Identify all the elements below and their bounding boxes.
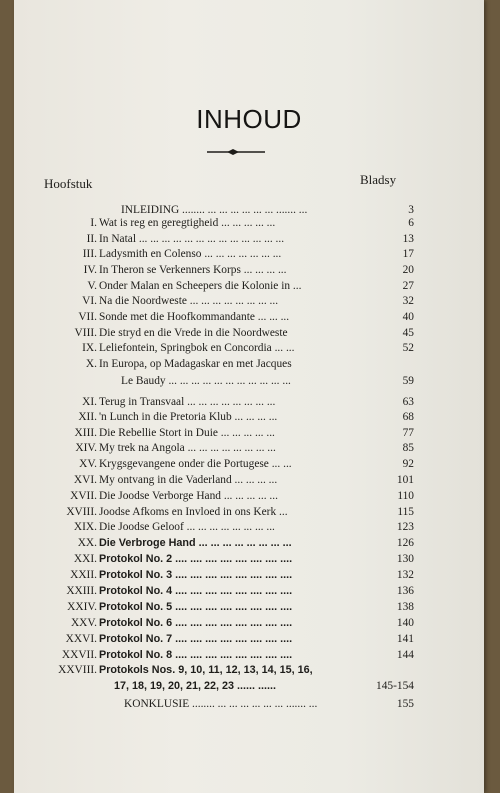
page-number: 6 — [408, 217, 414, 229]
chapter-title: Protokol No. 7 .... .... .... .... .... .... .... .... — [99, 633, 293, 645]
toc-entry — [14, 441, 484, 455]
page-number: 13 — [402, 233, 414, 245]
toc-entry — [14, 294, 484, 308]
page-number: 145-154 — [376, 680, 414, 692]
toc-entry — [14, 247, 484, 261]
chapter-title: Protokol No. 4 .... .... .... .... .... .... .... .... — [99, 585, 293, 597]
chapter-title: Die Verbroge Hand ... ... ... ... ... ... ... ... — [99, 537, 292, 549]
toc-entry — [14, 357, 484, 371]
toc-entry — [14, 341, 484, 355]
chapter-title: Leliefontein, Springbok en Concordia ... ... — [99, 342, 295, 354]
chapter-title: Joodse Afkoms en Invloed in ons Kerk ... — [99, 506, 288, 518]
page-number: 136 — [396, 585, 414, 597]
chapter-number: XX. — [77, 537, 97, 549]
chapter-title: My ontvang in die Vaderland ... ... ... ... — [99, 474, 278, 486]
chapter-title: Protokol No. 5 .... .... .... .... .... .... .... .... — [99, 601, 293, 613]
toc-entry — [14, 410, 484, 424]
chapter-number: VIII. — [74, 327, 97, 339]
page-number: 92 — [402, 458, 414, 470]
chapter-title: Le Baudy ... ... ... ... ... ... ... ... ... ... ... — [121, 375, 291, 387]
page-number: 77 — [402, 427, 414, 439]
chapter-title: In Theron se Verkenners Korps ... ... ... ... — [99, 264, 287, 276]
chapter-title: Terug in Transvaal ... ... ... ... ... ... ... ... — [99, 396, 276, 408]
page-number: 85 — [402, 442, 414, 454]
chapter-number: XXIII. — [66, 585, 97, 597]
toc-entry — [14, 310, 484, 324]
chapter-number: XIII. — [74, 427, 97, 439]
chapter-title: Die Rebellie Stort in Duie ... ... ... ... ... — [99, 427, 275, 439]
chapter-title: 'n Lunch in die Pretoria Klub ... ... ... ... — [99, 411, 278, 423]
page-number: 138 — [396, 601, 414, 613]
page-number: 115 — [397, 506, 414, 518]
chapter-number: XXV. — [70, 617, 97, 629]
chapter-number: IV. — [83, 264, 97, 276]
page-number: 68 — [402, 411, 414, 423]
toc-entry — [14, 374, 484, 388]
toc-entry — [14, 663, 484, 677]
toc-entry — [14, 426, 484, 440]
chapter-title: 17, 18, 19, 20, 21, 22, 23 ...... ...... — [114, 680, 277, 692]
chapter-number: VI. — [82, 295, 97, 307]
chapter-title: In Natal ... ... ... ... ... ... ... ... ... ... ... ... ... — [99, 233, 285, 245]
chapter-number: XI. — [82, 396, 97, 408]
chapter-title: Protokol No. 6 .... .... .... .... .... .... .... .... — [99, 617, 293, 629]
toc-entry — [14, 679, 484, 693]
chapter-title: Protokols Nos. 9, 10, 11, 12, 13, 14, 15, 16, — [99, 664, 313, 676]
page-number: 144 — [396, 649, 414, 661]
chapter-number: IX. — [82, 342, 97, 354]
chapter-number: XXVI. — [65, 633, 97, 645]
toc-entry — [14, 632, 484, 646]
book-page — [14, 0, 484, 793]
title-ornament-icon — [205, 147, 267, 157]
toc-entry — [14, 216, 484, 230]
chapter-number: XIX. — [73, 521, 97, 533]
chapter-number: XXVIII. — [58, 664, 97, 676]
toc-entry — [14, 616, 484, 630]
column-header-page: Bladsy — [360, 172, 397, 187]
chapter-number: XVI. — [73, 474, 97, 486]
page-number: 110 — [397, 490, 414, 502]
chapter-number: XXIV. — [67, 601, 97, 613]
chapter-number: XVII. — [70, 490, 97, 502]
chapter-title: Krygsgevangene onder die Portugese ... ... — [99, 458, 292, 470]
toc-entry — [14, 457, 484, 471]
chapter-title: Ladysmith en Colenso ... ... ... ... ... ... ... — [99, 248, 282, 260]
toc-entry — [14, 568, 484, 582]
chapter-number: XXII. — [70, 569, 97, 581]
toc-entry — [14, 326, 484, 340]
page-title: INHOUD — [196, 104, 302, 134]
page-number: 27 — [402, 280, 414, 292]
chapter-title: Sonde met die Hoofkommandante ... ... ... — [99, 311, 290, 323]
toc-entry — [14, 263, 484, 277]
page-number: 132 — [396, 569, 414, 581]
chapter-number: V. — [87, 280, 97, 292]
toc-entry — [14, 584, 484, 598]
chapter-title: INLEIDING ........ ... ... ... ... ... ... ....... ... — [121, 204, 308, 216]
page-number: 141 — [396, 633, 414, 645]
toc-entry — [14, 648, 484, 662]
chapter-title: Onder Malan en Scheepers die Kolonie in ... — [99, 280, 302, 292]
toc-entry — [14, 232, 484, 246]
chapter-number: XV. — [79, 458, 97, 470]
chapter-title: Protokol No. 2 .... .... .... .... .... .... .... .... — [99, 553, 293, 565]
chapter-title: Protokol No. 8 .... .... .... .... .... .... .... .... — [99, 649, 293, 661]
chapter-title: Die Joodse Geloof ... ... ... ... ... ... ... ... — [99, 521, 275, 533]
page-number: 130 — [396, 553, 414, 565]
chapter-title: Na die Noordweste ... ... ... ... ... ... ... ... — [99, 295, 279, 307]
toc-entry — [14, 697, 484, 711]
toc-entry — [14, 505, 484, 519]
page-number: 32 — [402, 295, 414, 307]
column-header-chapter: Hoofstuk — [44, 176, 93, 191]
page-number: 3 — [408, 204, 414, 216]
page-number: 20 — [402, 264, 414, 276]
chapter-title: Die Joodse Verborge Hand ... ... ... ... ... — [99, 490, 278, 502]
toc-entry — [14, 203, 484, 217]
page-number: 52 — [402, 342, 414, 354]
chapter-title: KONKLUSIE ........ ... ... ... ... ... ... ....... ... — [124, 698, 318, 710]
page-number: 63 — [402, 396, 414, 408]
page-number: 123 — [396, 521, 414, 533]
chapter-number: III. — [82, 248, 97, 260]
chapter-number: XXVII. — [61, 649, 97, 661]
toc-entry — [14, 600, 484, 614]
chapter-title: In Europa, op Madagaskar en met Jacques — [99, 358, 292, 370]
toc-entry — [14, 473, 484, 487]
chapter-number: XIV. — [75, 442, 97, 454]
chapter-title: Die stryd en die Vrede in die Noordweste — [99, 327, 288, 339]
toc-entry — [14, 520, 484, 534]
chapter-number: X. — [85, 358, 97, 370]
chapter-number: XXI. — [73, 553, 97, 565]
toc-entry — [14, 489, 484, 503]
page-number: 59 — [402, 375, 414, 387]
page-number: 126 — [396, 537, 414, 549]
page-number: 45 — [402, 327, 414, 339]
chapter-title: Protokol No. 3 .... .... .... .... .... .... .... .... — [99, 569, 293, 581]
page-number: 155 — [396, 698, 414, 710]
page-number: 140 — [396, 617, 414, 629]
chapter-number: VII. — [78, 311, 97, 323]
toc-entry — [14, 279, 484, 293]
chapter-number: II. — [86, 233, 97, 245]
chapter-number: I. — [90, 217, 97, 229]
toc-entry — [14, 552, 484, 566]
chapter-title: Wat is reg en geregtigheid ... ... ... ... ... — [99, 217, 276, 229]
chapter-title: My trek na Angola ... ... ... ... ... ... ... ... — [99, 442, 276, 454]
page-number: 40 — [402, 311, 414, 323]
toc-entry — [14, 536, 484, 550]
chapter-number: XVIII. — [66, 506, 97, 518]
page-number: 101 — [396, 474, 414, 486]
page-number: 17 — [402, 248, 414, 260]
toc-entry — [14, 395, 484, 409]
chapter-number: XII. — [78, 411, 97, 423]
